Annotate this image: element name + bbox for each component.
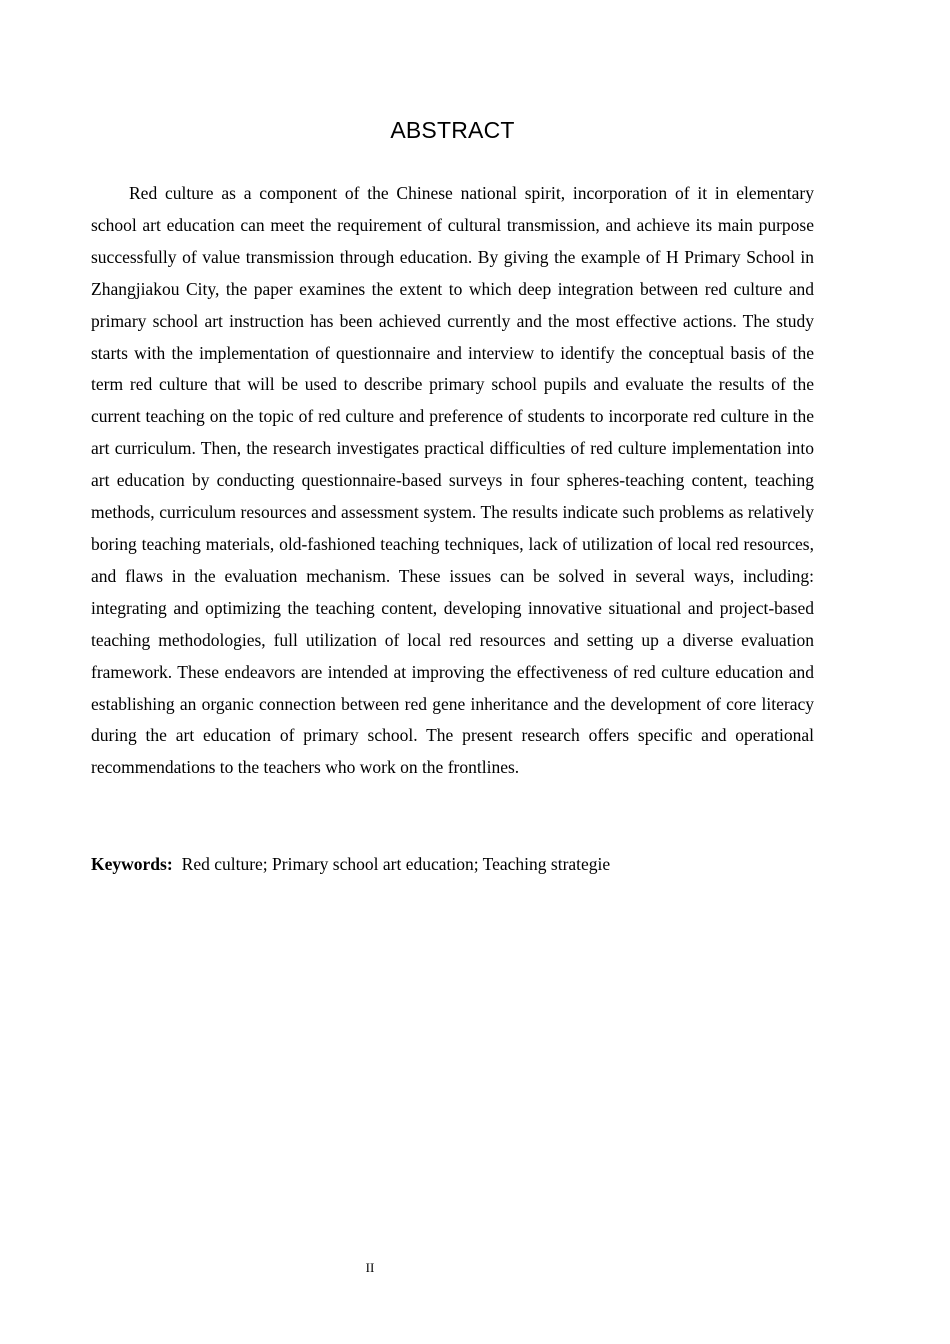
- keywords-label: Keywords:: [91, 854, 173, 874]
- page-number: II: [365, 1260, 375, 1275]
- abstract-title: ABSTRACT: [390, 117, 515, 143]
- keywords-text: Red culture; Primary school art education; Teaching strategie: [181, 854, 611, 874]
- abstract-paragraph: Red culture as a component of the Chinese national spirit, incorporation of it in elementary school art education can meet the requirement of cultural transmission, and achieve its main purpose successfully of value transmission through education. By giving the example of H Primary School in Zhangjiakou City, the paper examines the extent to which deep integration between red culture and primary school art instruction has been achieved currently and the most effective actions. The study starts with the implementation of questionnaire and interview to identify the conceptual basis of the term red culture that will be used to describe primary school pupils and evaluate the results of the current teaching on the topic of red culture and preference of students to incorporate red culture in the art curriculum. Then, the research investigates practical difficulties of red culture implementation into art education by conducting questionnaire-based surveys in four spheres-teaching content, teaching methods, curriculum resources and assessment system. The results indicate such problems as relatively boring teaching materials, old-fashioned teaching techniques, lack of utilization of local red resources, and flaws in the evaluation mechanism. These issues can be solved in several ways, including: integrating and optimizing the teaching content, developing innovative situational and project-based teaching methodologies, full utilization of local red resources and setting up a diverse evaluation framework. These endeavors are intended at improving the effectiveness of red culture education and establishing an organic connection between red gene inheritance and the development of core literacy during the art education of primary school. The present research offers specific and operational recommendations to the teachers who work on the frontlines.: [91, 183, 814, 778]
- keywords-line: [91, 848, 814, 880]
